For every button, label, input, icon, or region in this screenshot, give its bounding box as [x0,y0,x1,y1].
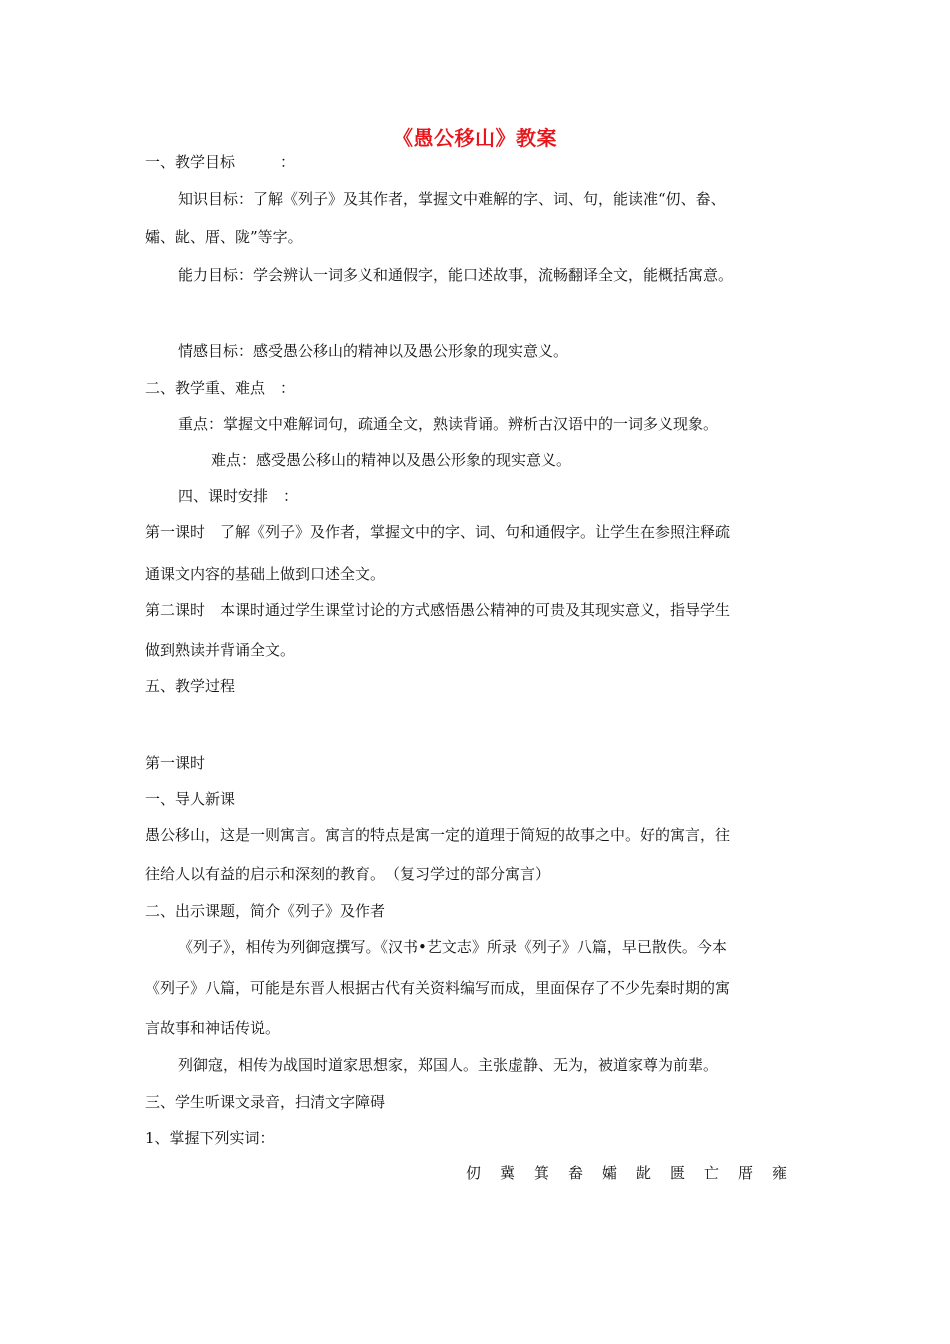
paragraph-line: 《列子》八篇，可能是东晋人根据古代有关资料编写而成，里面保存了不少先秦时期的寓 [145,979,731,997]
paragraph-line: 通课文内容的基础上做到口述全文。 [145,565,386,583]
paragraph-line: 做到熟读并背诵全文。 [145,641,296,659]
vocab-char: 畚 [568,1164,584,1182]
paragraph-line: 能力目标：学会辨认一词多义和通假字，能口述故事，流畅翻译全文，能概括寓意。 [178,266,734,284]
vocab-char: 亡 [704,1164,720,1182]
vocab-char: 仞 [466,1164,482,1182]
vocab-char: 箕 [534,1164,550,1182]
paragraph-line: 愚公移山，这是一则寓言。寓言的特点是寓一定的道理于简短的故事之中。好的寓言，往 [145,826,731,844]
paragraph-line: 第二课时 本课时通过学生课堂讨论的方式感悟愚公精神的可贵及其现实意义，指导学生 [145,601,731,619]
paragraph-line: 列御寇，相传为战国时道家思想家，郑国人。主张虚静、无为，被道家尊为前辈。 [178,1056,719,1074]
paragraph-line: 《列子》，相传为列御寇撰写。《汉书•艺文志》所录《列子》八篇，早已散佚。今本 [178,938,727,956]
section-heading: 一、导人新课 [145,790,236,808]
paragraph-line: 言故事和神话传说。 [145,1019,281,1037]
vocab-char: 厝 [738,1164,754,1182]
vocab-char: 孀 [602,1164,618,1182]
section-heading: 二、教学重、难点 ： [145,379,296,397]
paragraph-line: 重点：掌握文中难解词句，疏通全文，熟读背诵。辨析古汉语中的一词多义现象。 [178,415,719,433]
vocab-char: 龀 [636,1164,652,1182]
document-title: 《愚公移山》教案 [393,126,557,150]
vocabulary-characters [466,1163,806,1183]
section-heading: 三、学生听课文录音，扫清文字障碍 [145,1093,386,1111]
vocab-char: 冀 [500,1164,516,1182]
paragraph-line: 知识目标：了解《列子》及其作者，掌握文中难解的字、词、句，能读准“仞、畚、 [178,190,726,208]
paragraph-line: 往给人以有益的启示和深刻的教育。 （复习学过的部分寓言） [145,865,551,883]
section-heading: 第一课时 [145,754,206,772]
vocab-char: 匮 [670,1164,686,1182]
paragraph-line: 1、掌握下列实词： [145,1129,275,1147]
vocab-char: 雍 [772,1164,788,1182]
section-heading: 五、教学过程 [145,677,236,695]
paragraph-line: 情感目标：感受愚公移山的精神以及愚公形象的现实意义。 [178,342,569,360]
section-heading: 一、教学目标 ： [145,153,296,171]
section-heading: 四、课时安排 ： [178,487,299,505]
paragraph-line: 孀、龀、厝、陇”等字。 [145,228,303,246]
paragraph-line: 难点：感受愚公移山的精神以及愚公形象的现实意义。 [211,451,572,469]
section-heading: 二、出示课题，简介《列子》及作者 [145,902,386,920]
paragraph-line: 第一课时 了解《列子》及作者，掌握文中的字、词、句和通假字。让学生在参照注释疏 [145,523,731,541]
